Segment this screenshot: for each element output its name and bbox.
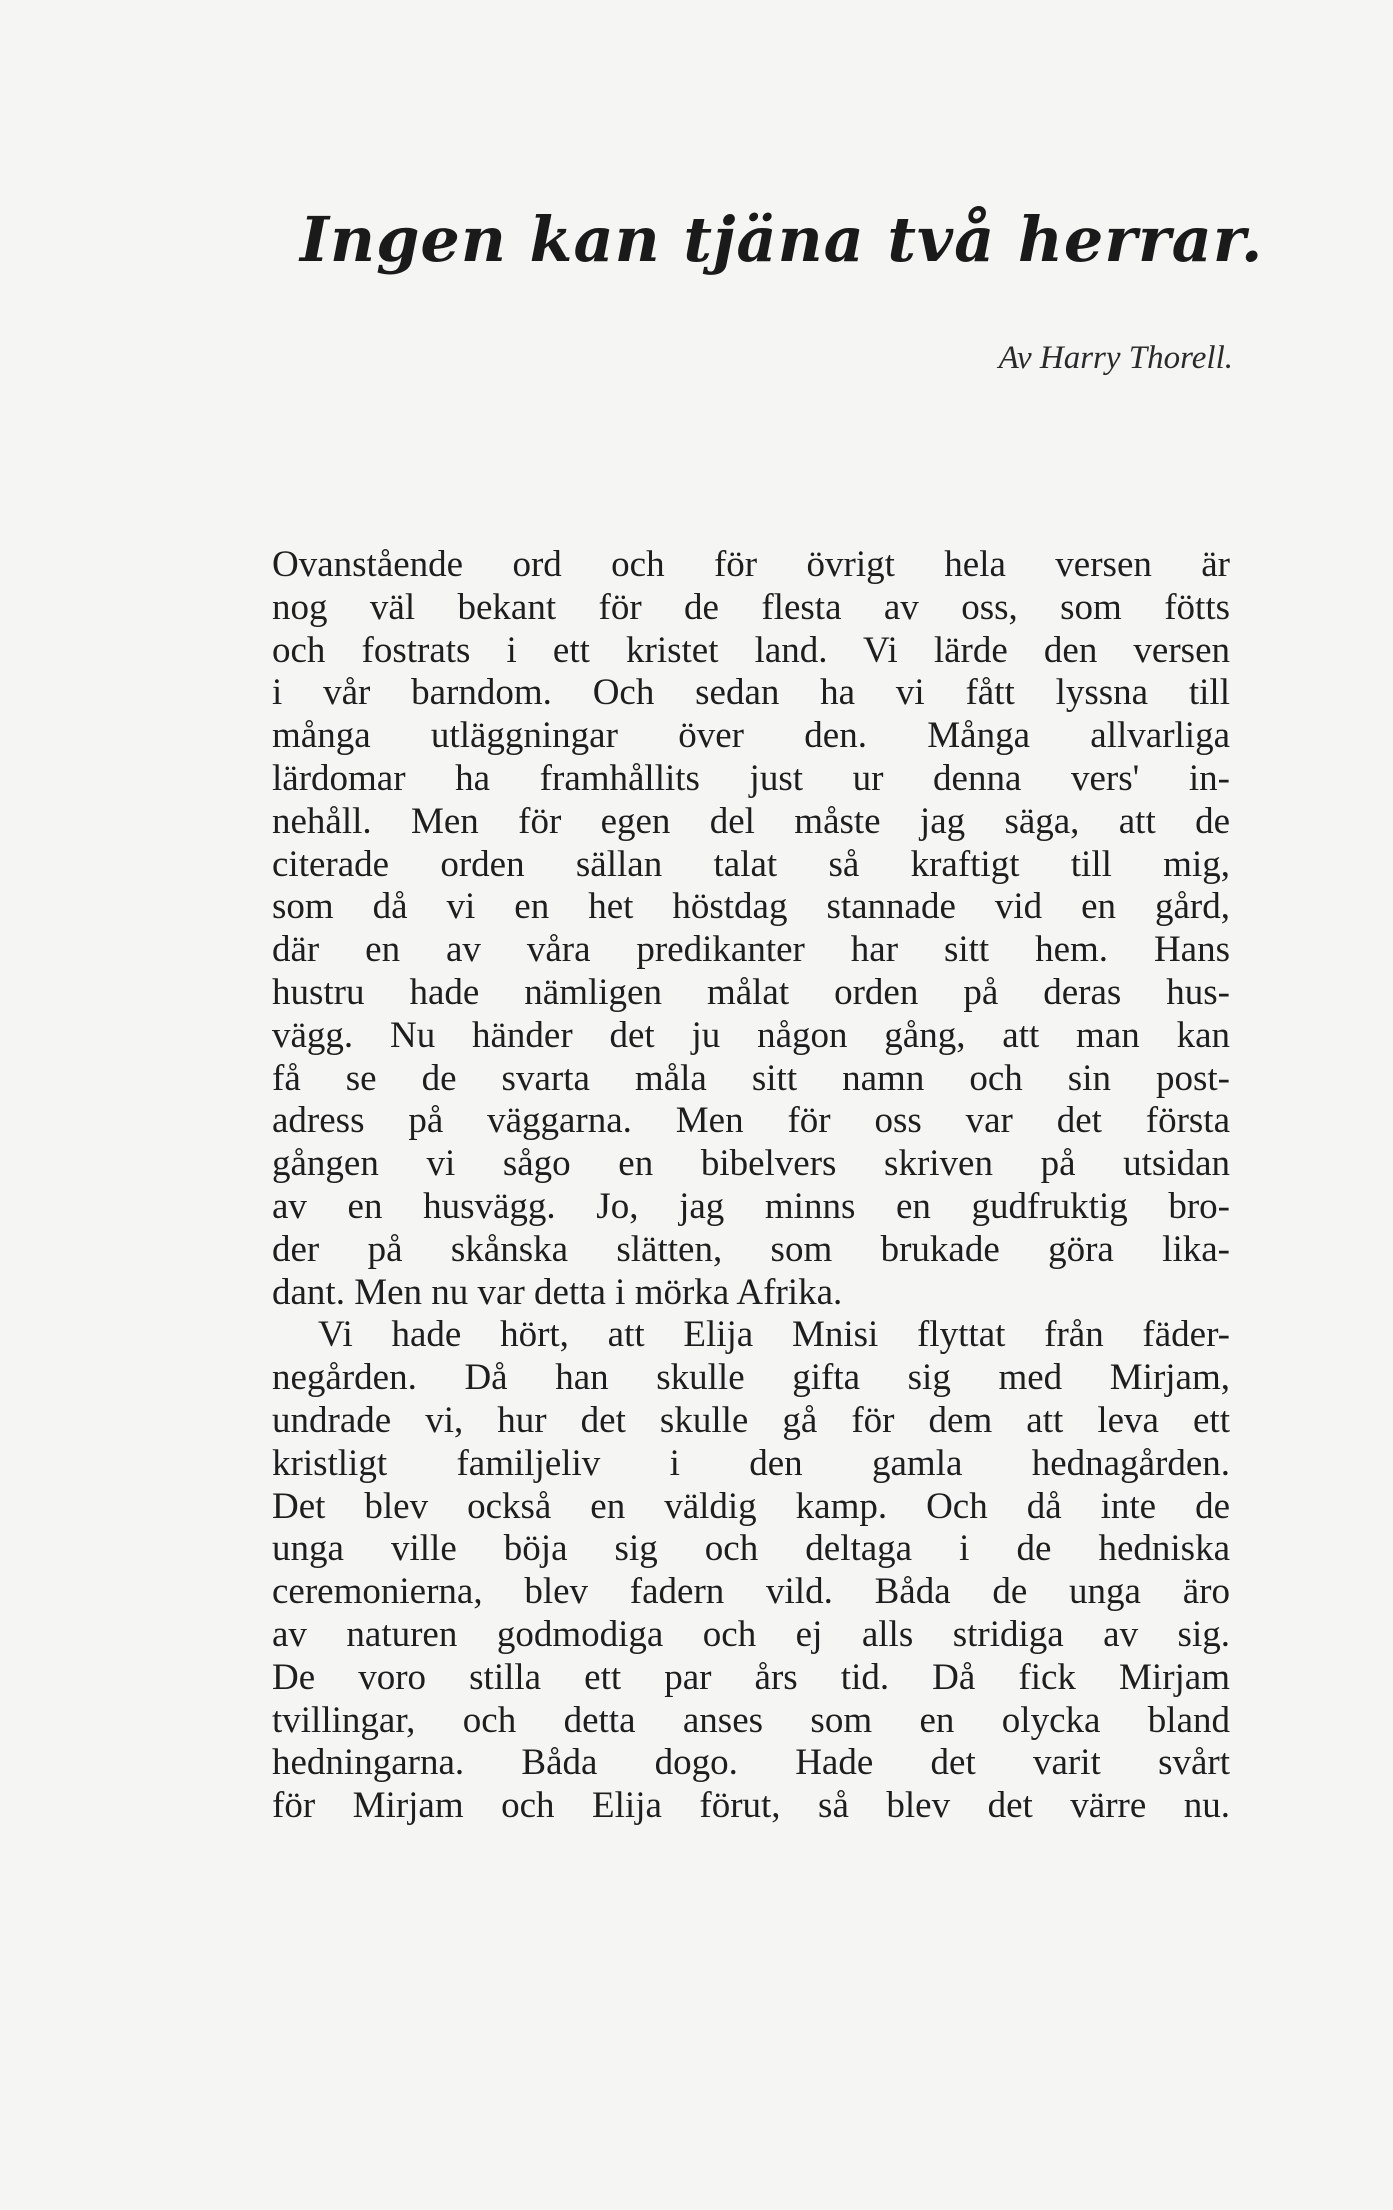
text-line: tvillingar, och detta anses som en olycka bland xyxy=(272,1699,1230,1741)
text-line: ceremonierna, blev fadern vild. Båda de unga äro xyxy=(272,1571,1230,1613)
text-line: hustru hade nämligen målat orden på deras hus- xyxy=(272,971,1230,1013)
text-line: adress på väggarna. Men för oss var det första xyxy=(272,1100,1230,1142)
text-line: Ovanstående ord och för övrigt hela versen är xyxy=(272,544,1230,585)
article-body xyxy=(272,544,1230,1828)
text-line: där en av våra predikanter har sitt hem. Hans xyxy=(272,929,1230,971)
text-line: negården. Då han skulle gifta sig med Mirjam, xyxy=(272,1357,1230,1399)
text-line: kristligt familjeliv i den gamla hednagården. xyxy=(272,1442,1230,1484)
text-line: för Mirjam och Elija förut, så blev det värre nu. xyxy=(272,1785,1230,1827)
text-line: Det blev också en väldig kamp. Och då inte de xyxy=(272,1485,1230,1527)
text-line: dant. Men nu var detta i mörka Afrika. xyxy=(272,1271,843,1313)
text-line: få se de svarta måla sitt namn och sin post- xyxy=(272,1057,1230,1099)
text-line: vägg. Nu händer det ju någon gång, att man kan xyxy=(272,1014,1230,1056)
text-line: De voro stilla ett par års tid. Då fick Mirjam xyxy=(272,1656,1230,1698)
text-line: nehåll. Men för egen del måste jag säga, att de xyxy=(272,800,1230,842)
text-line: och fostrats i ett kristet land. Vi lärde den versen xyxy=(272,629,1230,671)
text-line: lärdomar ha framhållits just ur denna vers' in- xyxy=(272,757,1230,799)
text-line: som då vi en het höstdag stannade vid en gård, xyxy=(272,886,1230,928)
text-line: många utläggningar över den. Många allvarliga xyxy=(272,715,1230,757)
text-line: citerade orden sällan talat så kraftigt till mig, xyxy=(272,843,1230,885)
page-title: Ingen kan tjäna två herrar. xyxy=(300,203,1264,276)
text-line: Vi hade hört, att Elija Mnisi flyttat från fäder- xyxy=(318,1314,1230,1356)
author-byline: Av Harry Thorell. xyxy=(998,340,1233,376)
text-line: av naturen godmodiga och ej alls stridiga av sig. xyxy=(272,1613,1230,1655)
text-line: av en husvägg. Jo, jag minns en gudfruktig bro- xyxy=(272,1185,1230,1227)
text-line: undrade vi, hur det skulle gå för dem att leva ett xyxy=(272,1399,1230,1441)
text-line: unga ville böja sig och deltaga i de hedniska xyxy=(272,1528,1230,1570)
text-line: i vår barndom. Och sedan ha vi fått lyssna till xyxy=(272,672,1230,714)
text-line: nog väl bekant för de flesta av oss, som fötts xyxy=(272,586,1230,628)
text-line: gången vi sågo en bibelvers skriven på utsidan xyxy=(272,1143,1230,1185)
text-line: hedningarna. Båda dogo. Hade det varit svårt xyxy=(272,1742,1230,1784)
text-line: der på skånska slätten, som brukade göra lika- xyxy=(272,1228,1230,1270)
